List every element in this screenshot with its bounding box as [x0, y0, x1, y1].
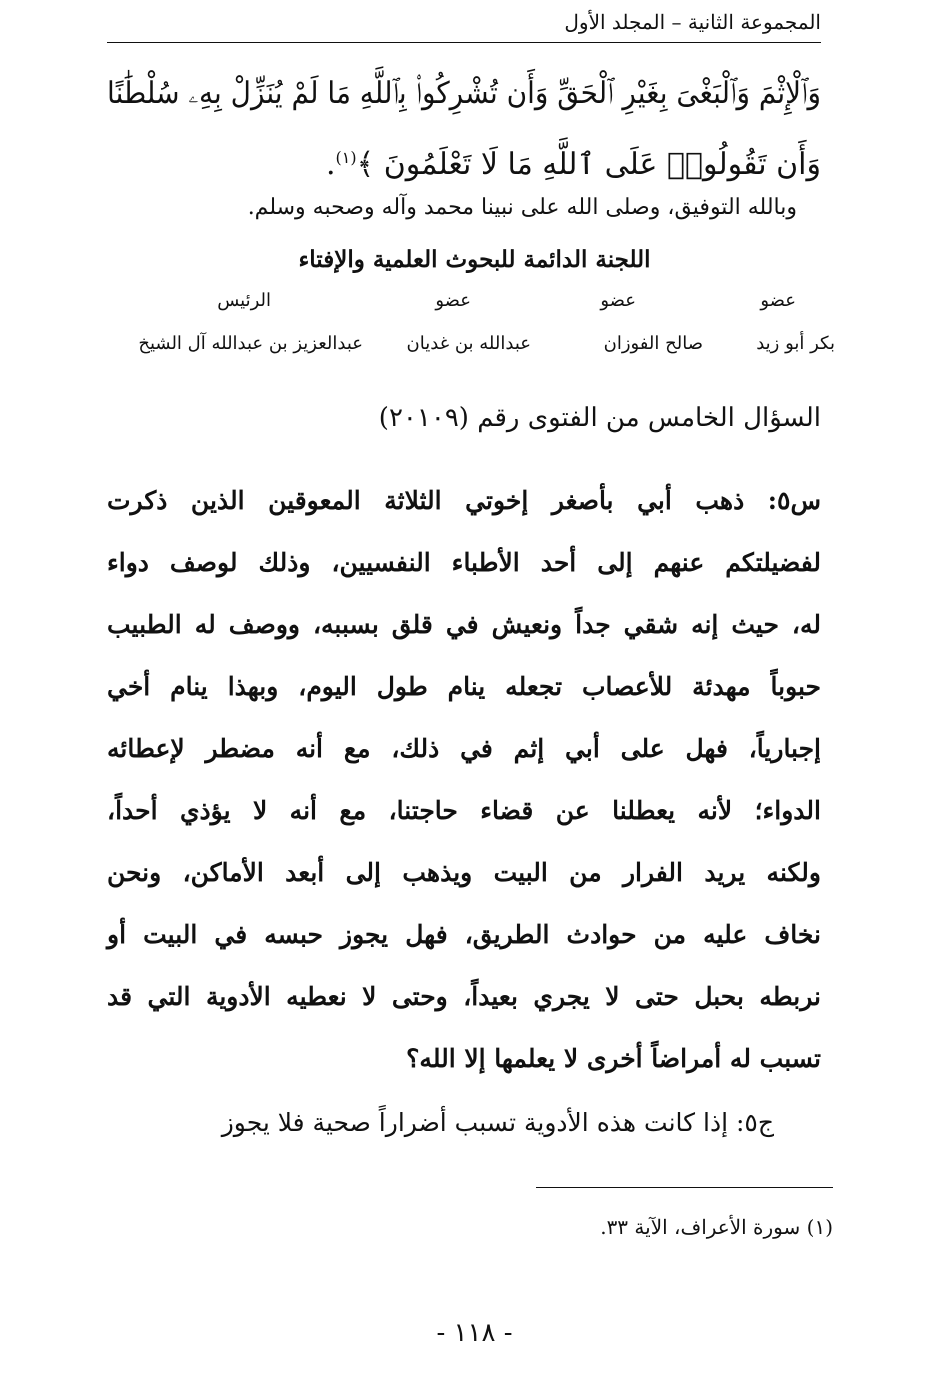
footnote: (١) سورة الأعراف، الآية ٣٣. [600, 1215, 833, 1239]
quran-verse [107, 62, 821, 197]
footnote-divider [536, 1187, 833, 1188]
signatory-name: عبدالله بن غديان [406, 333, 531, 354]
question-line: حبوباً مهدئة للأعصاب تجعله ينام طول اليوم، وبهذا ينام أخي [107, 672, 821, 701]
question-text [107, 470, 821, 1090]
question-line: له، حيث إنه شقي جداً ونعيش في قلق بسببه، ووصف له الطبيب [107, 610, 821, 639]
question-line: نخاف عليه من حوادث الطريق، فهل يجوز حبسه في البيت أو [107, 920, 821, 949]
fatwa-heading: السؤال الخامس من الفتوى رقم (٢٠١٠٩) [378, 403, 821, 433]
signatory-name: بكر أبو زيد [756, 333, 835, 354]
question-line: ولكنه يريد الفرار من البيت ويذهب إلى أبعد الأماكن، ونحن [107, 858, 821, 887]
signatory-role: الرئيس [217, 290, 271, 311]
signatory-role: عضو [435, 290, 471, 311]
signatory-role: عضو [760, 290, 796, 311]
footnote-ref: (١) [335, 148, 357, 167]
question-line: لفضيلتكم عنهم إلى أحد الأطباء النفسيين، وذلك لوصف دواء [107, 548, 821, 577]
closing-prayer: وبالله التوفيق، وصلى الله على نبينا محمد وآله وصحبه وسلم. [247, 195, 797, 220]
header-divider [107, 42, 821, 43]
signatory-roles [107, 286, 821, 316]
quran-line-1: وَٱلْإِثْمَ وَٱلْبَغْىَ بِغَيْرِ ٱلْحَقِّ وَأَن تُشْرِكُوا۟ بِٱللَّهِ مَا لَمْ يُنَزِّلْ بِهِۦ سُلْطَٰنًا [107, 76, 822, 111]
signatory-name: صالح الفوزان [603, 333, 703, 354]
question-line: الدواء؛ لأنه يعطلنا عن قضاء حاجتنا، مع أنه لا يؤذي أحداً، [107, 796, 821, 825]
signatory-names [107, 329, 835, 359]
question-line: س٥: ذهب أبي بأصغر إخوتي الثلاثة المعوقين الذين ذكرت [107, 486, 821, 515]
answer-text: ج٥: إذا كانت هذه الأدوية تسبب أضراراً صحية فلا يجوز [221, 1108, 774, 1137]
signatory-role: عضو [600, 290, 636, 311]
committee-title: اللجنة الدائمة للبحوث العلمية والإفتاء [298, 246, 651, 273]
page-number: - ١١٨ - [436, 1318, 513, 1348]
question-line: نربطه بحبل حتى لا يجري بعيداً، وحتى لا نعطيه الأدوية التي قد [107, 982, 821, 1011]
question-line: إجبارياً، فهل على أبي إثم في ذلك، مع أنه مضطر لإعطائه [107, 734, 821, 763]
signatory-name: عبدالعزيز بن عبدالله آل الشيخ [138, 333, 363, 354]
running-header: المجموعة الثانية – المجلد الأول [564, 10, 821, 34]
question-line: تسبب له أمراضاً أخرى لا يعلمها إلا الله؟ [406, 1044, 821, 1073]
quran-line-2: وَأَن تَقُولُوا۟ عَلَى ٱللَّهِ مَا لَا تَعْلَمُونَ ﴾$^{(١)}$. [325, 147, 821, 182]
